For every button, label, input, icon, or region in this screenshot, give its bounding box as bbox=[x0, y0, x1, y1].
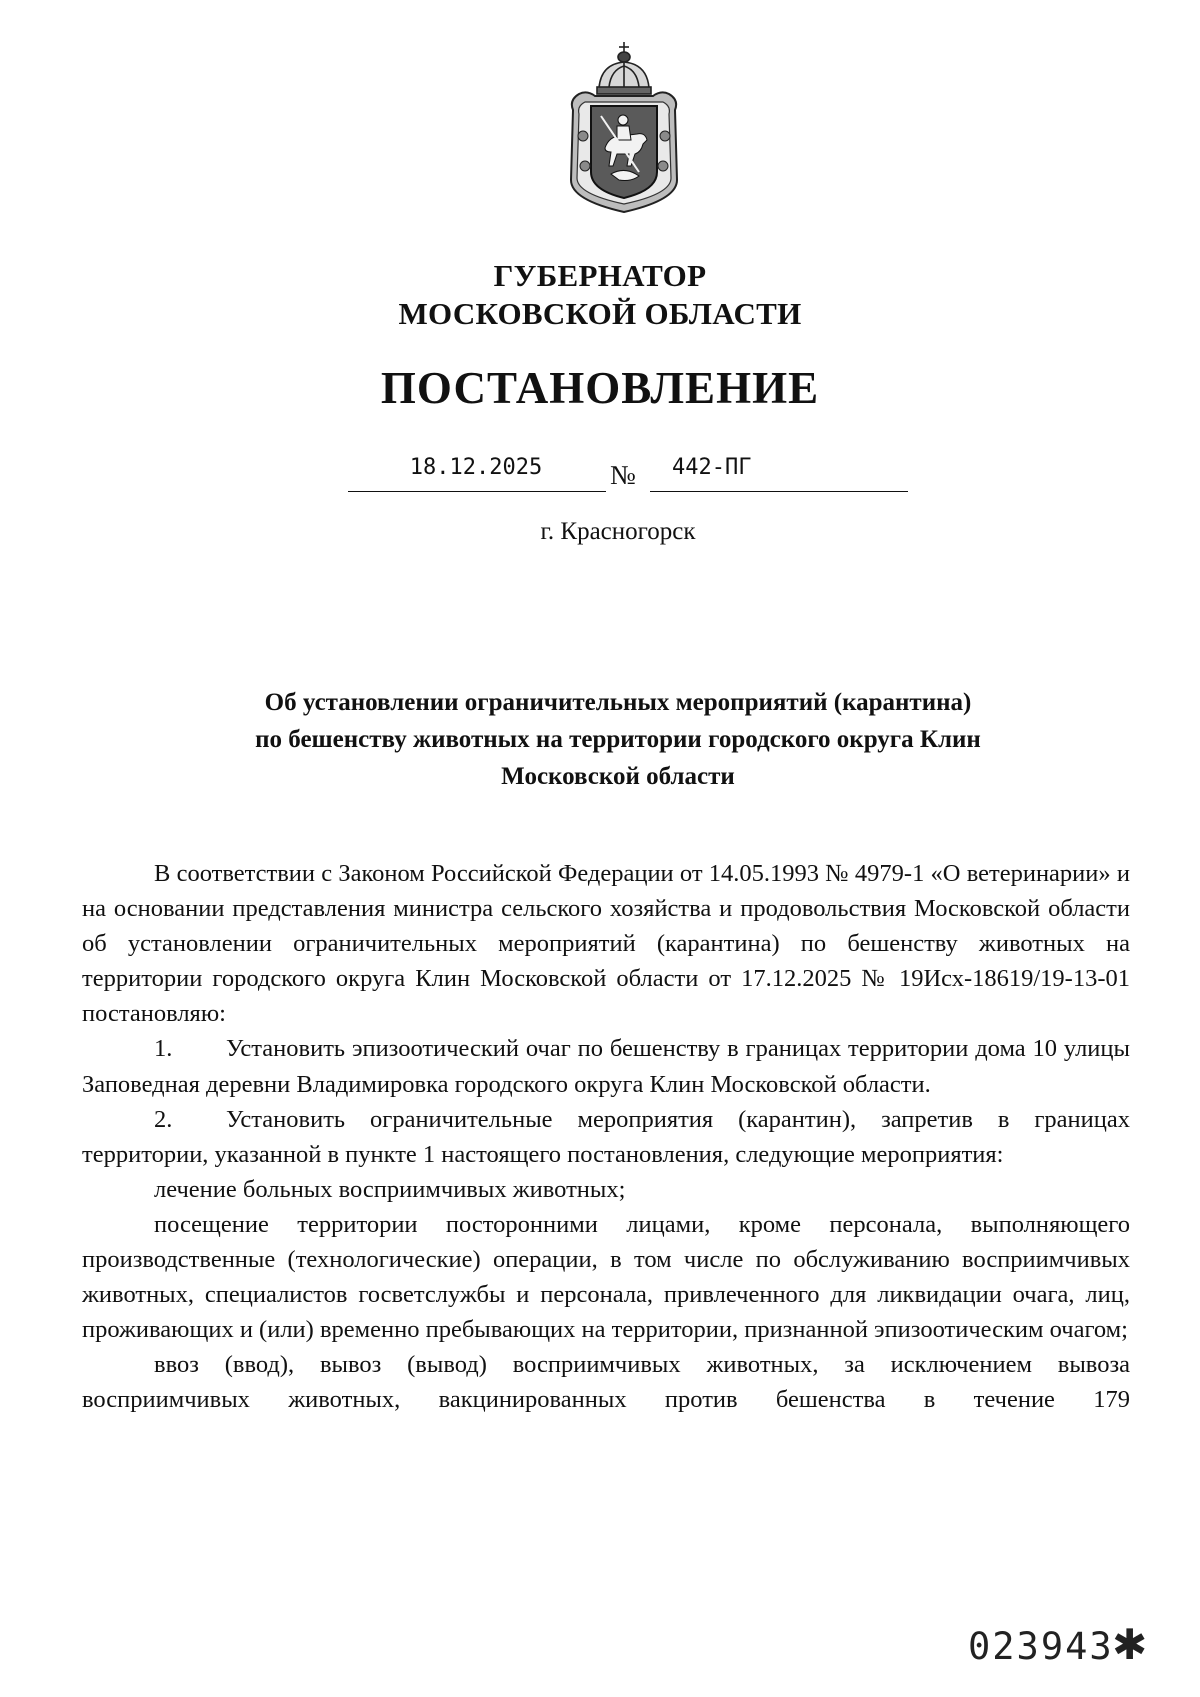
clause-number: 2. bbox=[154, 1105, 173, 1133]
clause-1 bbox=[82, 1031, 1130, 1101]
document-body bbox=[82, 856, 1130, 1418]
city: г. Красногорск bbox=[540, 518, 696, 545]
governor-title-line1: ГУБЕРНАТОР bbox=[493, 258, 707, 293]
number-underline bbox=[650, 491, 908, 492]
restriction-item: лечение больных восприимчивых животных; bbox=[154, 1175, 626, 1203]
governor-title-line2: МОСКОВСКОЙ ОБЛАСТИ bbox=[398, 296, 802, 331]
restriction-item: ввоз (ввод), вывоз (вывод) восприимчивых животных, за исключением вывоза восприимчивых животных, вакцинированных против бешенства в течение 179 bbox=[82, 1351, 1130, 1414]
asterisk-mark-icon: ✱ bbox=[1112, 1620, 1148, 1669]
number-sign: № bbox=[610, 460, 636, 490]
clause-2 bbox=[82, 1102, 1130, 1172]
restriction-item: посещение территории посторонними лицами, кроме персонала, выполняющего производственные (технологические) операции, в том числе по обслуживанию восприимчивых животных, специалистов госветслужбы и персонала, привлеченного для ликвидации очага, лиц, проживающих и (или) временно пребывающих на территории, признанной эпизоотическим очагом; bbox=[82, 1210, 1130, 1344]
clause-text: Установить ограничительные мероприятия (карантин), запретив в границах территории, указанной в пункте 1 настоящего постановления, следующие мероприятия: bbox=[82, 1105, 1130, 1168]
title-line: Об установлении ограничительных мероприятий (карантина) bbox=[264, 689, 972, 716]
clause-text: Установить эпизоотический очаг по бешенству в границах территории дома 10 улицы Заповедная деревни Владимировка городского округа Клин Московской области. bbox=[82, 1035, 1130, 1098]
date-underline bbox=[348, 491, 606, 492]
serial-number: 023943 bbox=[968, 1625, 1114, 1668]
document-number: 442-ПГ bbox=[672, 455, 752, 480]
title-line: Московской области bbox=[501, 763, 735, 790]
clause-number: 1. bbox=[154, 1035, 173, 1063]
document-title bbox=[150, 684, 1086, 795]
document-type: ПОСТАНОВЛЕНИЕ bbox=[380, 363, 820, 413]
document-date: 18.12.2025 bbox=[409, 455, 543, 480]
preamble-paragraph: В соответствии с Законом Российской Федерации от 14.05.1993 № 4979-1 «О ветеринарии» и на основании представления министра сельского хозяйства и продовольствия Московской области об установлении ограничительных мероприятий (карантина) по бешенству животных на территории городского округа Клин Московской области от 17.12.2025 № 19Исх-18619/19-13-01 постановляю: bbox=[82, 860, 1130, 1028]
title-line: по бешенству животных на территории городского округа Клин bbox=[255, 726, 981, 753]
coat-of-arms-icon bbox=[565, 40, 683, 215]
